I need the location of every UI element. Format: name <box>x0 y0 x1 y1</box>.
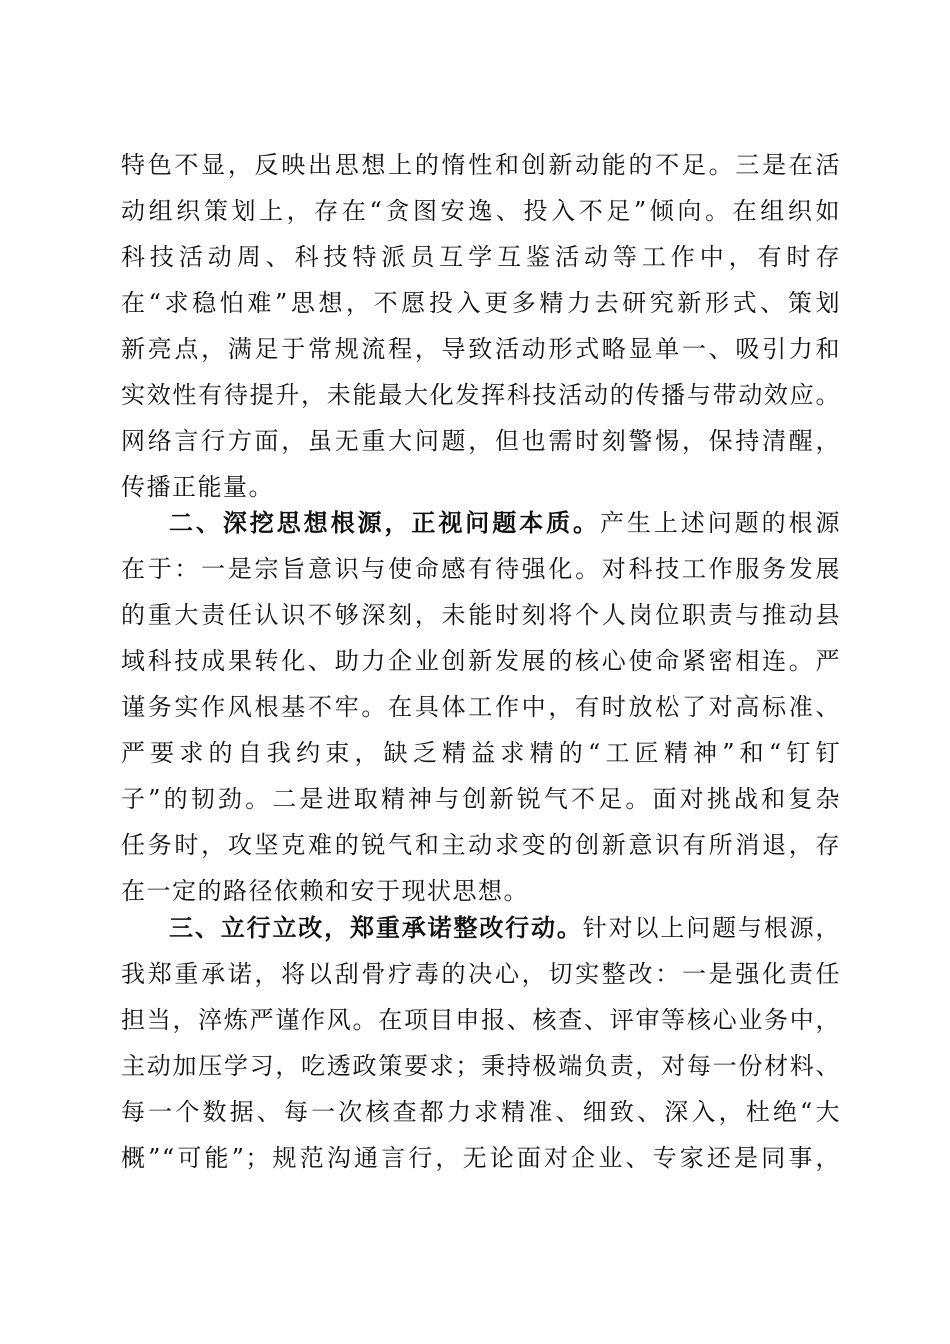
paragraph-line: 科技活动周、科技特派员互学互鉴活动等工作中，有时存 <box>121 243 841 271</box>
paragraph-line: 严要求的自我约束，缺乏精益求精的“工匠精神”和“钉钉 <box>121 739 841 767</box>
paragraph-line: 每一个数据、每一次核查都力求精准、细致、深入，杜绝“大 <box>121 1098 841 1126</box>
paragraph-first-line <box>121 500 841 546</box>
paragraph-line: 在于：一是宗旨意识与使命感有待强化。对科技工作服务发展 <box>121 555 841 583</box>
paragraph-line: 在“求稳怕难”思想，不愿投入更多精力去研究新形式、策划 <box>121 289 841 317</box>
section-heading: 三、立行立改，郑重承诺整改行动。 <box>169 914 583 942</box>
paragraph-line: 在一定的路径依赖和安于现状思想。 <box>121 877 529 905</box>
first-line-text: 产生上述问题的根源 <box>600 509 841 537</box>
paragraph-line: 实效性有待提升，未能最大化发挥科技活动的传播与带动效应。 <box>121 381 841 409</box>
paragraph-3 <box>121 905 841 1181</box>
paragraph-first-line <box>121 905 841 951</box>
paragraph-line: 子”的韧劲。二是进取精神与创新锐气不足。面对挑战和复杂 <box>121 785 841 813</box>
paragraph-line: 传播正能量。 <box>121 473 274 501</box>
paragraph-line: 动组织策划上，存在“贪图安逸、投入不足”倾向。在组织如 <box>121 197 841 225</box>
paragraph-line: 新亮点，满足于常规流程，导致活动形式略显单一、吸引力和 <box>121 335 841 363</box>
paragraph-line: 的重大责任认识不够深刻，未能时刻将个人岗位职责与推动县 <box>121 601 841 629</box>
paragraph-line: 主动加压学习，吃透政策要求；秉持极端负责，对每一份材料、 <box>121 1052 841 1080</box>
paragraph-line: 任务时，攻坚克难的锐气和主动求变的创新意识有所消退，存 <box>121 831 841 859</box>
first-line-text: 针对以上问题与根源， <box>582 914 842 942</box>
paragraph-line: 我郑重承诺，将以刮骨疗毒的决心，切实整改：一是强化责任 <box>121 960 841 988</box>
section-heading: 二、深挖思想根源，正视问题本质。 <box>169 509 600 537</box>
paragraph-1 <box>121 142 841 510</box>
paragraph-2 <box>121 500 841 914</box>
paragraph-line: 谨务实作风根基不牢。在具体工作中，有时放松了对高标准、 <box>121 693 841 721</box>
paragraph-line: 特色不显，反映出思想上的惰性和创新动能的不足。三是在活 <box>121 151 841 179</box>
paragraph-line: 担当，淬炼严谨作风。在项目申报、核查、评审等核心业务中， <box>121 1006 841 1034</box>
paragraph-line: 域科技成果转化、助力企业创新发展的核心使命紧密相连。严 <box>121 647 841 675</box>
paragraph-line: 概”“可能”；规范沟通言行，无论面对企业、专家还是同事， <box>121 1144 841 1172</box>
paragraph-line: 网络言行方面，虽无重大问题，但也需时刻警惕，保持清醒， <box>121 427 841 455</box>
